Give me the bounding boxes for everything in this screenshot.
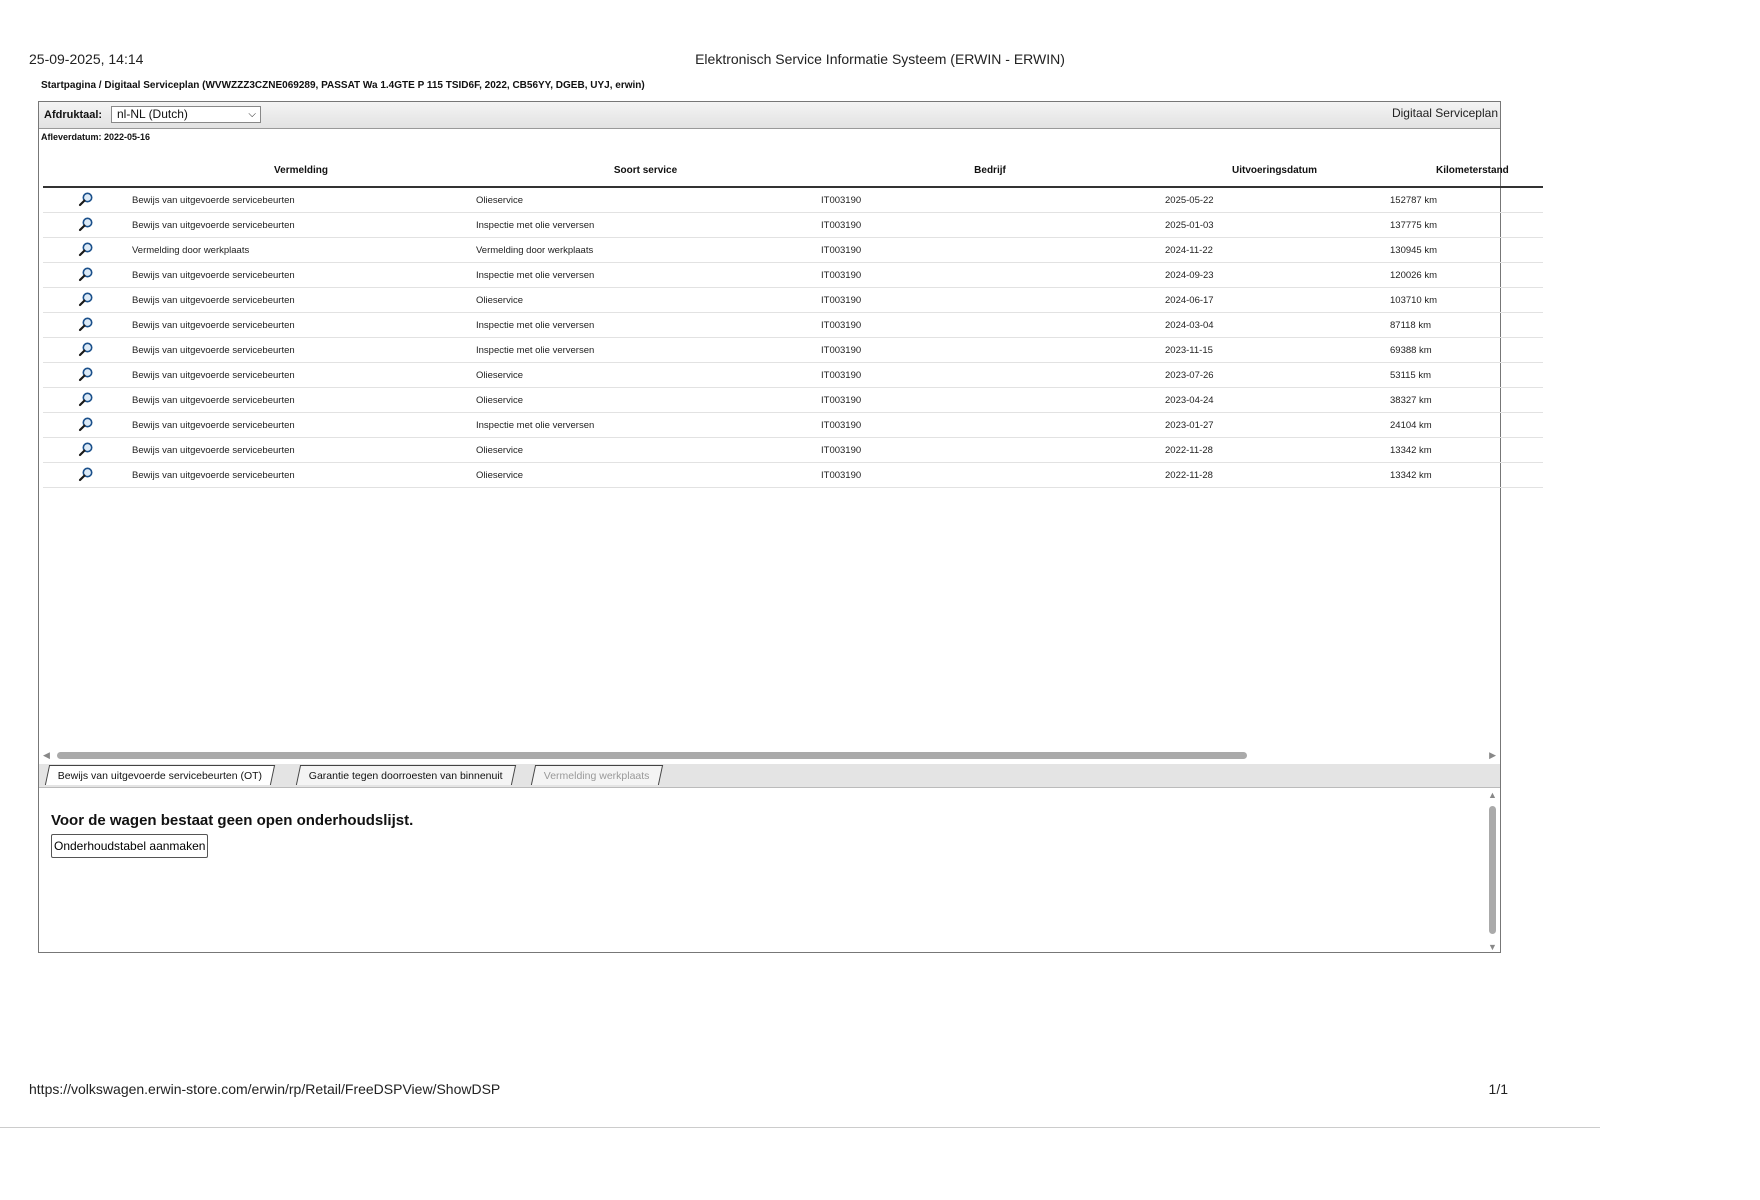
magnifier-icon[interactable]: [78, 241, 94, 257]
table-row[interactable]: [43, 388, 1543, 413]
cell-bedrijf: IT003190: [818, 388, 1162, 413]
cell-kilometerstand: 130945 km: [1387, 238, 1543, 263]
cell-bedrijf: IT003190: [818, 263, 1162, 288]
tab-label: Garantie tegen doorroesten van binnenuit: [308, 770, 503, 782]
table-row[interactable]: [43, 363, 1543, 388]
column-header-bedrijf[interactable]: Bedrijf: [818, 154, 1162, 187]
language-label: Afdruktaal:: [44, 109, 103, 121]
magnifier-icon[interactable]: [78, 266, 94, 282]
language-select-value: nl-NL (Dutch): [117, 107, 188, 121]
service-table-wrap: [43, 154, 1543, 488]
table-row[interactable]: [43, 438, 1543, 463]
cell-kilometerstand: 53115 km: [1387, 363, 1543, 388]
row-detail-cell: [43, 213, 129, 238]
cell-uitvoeringsdatum: 2024-11-22: [1162, 238, 1387, 263]
cell-soort-service: Olieservice: [473, 288, 818, 313]
print-header-datetime: 25-09-2025, 14:14: [29, 51, 144, 67]
tab-bar: [39, 764, 1500, 788]
cell-uitvoeringsdatum: 2023-01-27: [1162, 413, 1387, 438]
tab-vermelding-werkplaats[interactable]: [531, 765, 663, 785]
cell-vermelding: Bewijs van uitgevoerde servicebeurten: [129, 388, 473, 413]
magnifier-icon[interactable]: [78, 416, 94, 432]
cell-bedrijf: IT003190: [818, 438, 1162, 463]
cell-vermelding: Bewijs van uitgevoerde servicebeurten: [129, 413, 473, 438]
table-row[interactable]: [43, 413, 1543, 438]
cell-uitvoeringsdatum: 2025-01-03: [1162, 213, 1387, 238]
cell-vermelding: Bewijs van uitgevoerde servicebeurten: [129, 187, 473, 213]
cell-soort-service: Inspectie met olie verversen: [473, 413, 818, 438]
tab-garantie-doorroesten[interactable]: [296, 765, 516, 785]
cell-soort-service: Vermelding door werkplaats: [473, 238, 818, 263]
cell-vermelding: Bewijs van uitgevoerde servicebeurten: [129, 463, 473, 488]
cell-bedrijf: IT003190: [818, 288, 1162, 313]
column-header-vermelding[interactable]: Vermelding: [129, 154, 473, 187]
cell-soort-service: Olieservice: [473, 463, 818, 488]
magnifier-icon[interactable]: [78, 316, 94, 332]
cell-kilometerstand: 103710 km: [1387, 288, 1543, 313]
cell-kilometerstand: 137775 km: [1387, 213, 1543, 238]
cell-bedrijf: IT003190: [818, 413, 1162, 438]
cell-uitvoeringsdatum: 2024-09-23: [1162, 263, 1387, 288]
magnifier-icon[interactable]: [78, 216, 94, 232]
table-header-row: [43, 154, 1543, 187]
cell-soort-service: Olieservice: [473, 363, 818, 388]
tab-label: Vermelding werkplaats: [543, 770, 650, 782]
cell-kilometerstand: 69388 km: [1387, 338, 1543, 363]
magnifier-icon[interactable]: [78, 191, 94, 207]
row-detail-cell: [43, 238, 129, 263]
vertical-scrollbar[interactable]: [1486, 788, 1500, 954]
cell-kilometerstand: 13342 km: [1387, 463, 1543, 488]
magnifier-icon[interactable]: [78, 366, 94, 382]
cell-kilometerstand: 152787 km: [1387, 187, 1543, 213]
magnifier-icon[interactable]: [78, 441, 94, 457]
column-header-kilometerstand[interactable]: Kilometerstand: [1387, 154, 1543, 187]
row-detail-cell: [43, 263, 129, 288]
column-header-icon: [43, 154, 129, 187]
column-header-soort-service[interactable]: Soort service: [473, 154, 818, 187]
table-row[interactable]: [43, 463, 1543, 488]
cell-uitvoeringsdatum: 2022-11-28: [1162, 438, 1387, 463]
cell-bedrijf: IT003190: [818, 238, 1162, 263]
table-row[interactable]: [43, 313, 1543, 338]
cell-bedrijf: IT003190: [818, 363, 1162, 388]
maintenance-area: [39, 788, 1500, 954]
cell-soort-service: Inspectie met olie verversen: [473, 313, 818, 338]
cell-uitvoeringsdatum: 2023-07-26: [1162, 363, 1387, 388]
print-header-title: Elektronisch Service Informatie Systeem (ERWIN - ERWIN): [695, 51, 1065, 67]
cell-kilometerstand: 38327 km: [1387, 388, 1543, 413]
cell-uitvoeringsdatum: 2024-06-17: [1162, 288, 1387, 313]
no-maintenance-list-message: Voor de wagen bestaat geen open onderhoudslijst.: [51, 812, 414, 829]
row-detail-cell: [43, 288, 129, 313]
cell-vermelding: Bewijs van uitgevoerde servicebeurten: [129, 438, 473, 463]
service-plan-panel: [38, 101, 1509, 953]
cell-bedrijf: IT003190: [818, 213, 1162, 238]
delivery-date: Afleverdatum: 2022-05-16: [41, 132, 151, 142]
scroll-down-arrow-icon[interactable]: ▼: [1488, 942, 1497, 952]
service-history-table: [43, 154, 1543, 488]
table-row[interactable]: [43, 288, 1543, 313]
row-detail-cell: [43, 438, 129, 463]
row-detail-cell: [43, 363, 129, 388]
cell-kilometerstand: 24104 km: [1387, 413, 1543, 438]
column-header-uitvoeringsdatum[interactable]: Uitvoeringsdatum: [1162, 154, 1387, 187]
magnifier-icon[interactable]: [78, 291, 94, 307]
table-row[interactable]: [43, 213, 1543, 238]
cell-vermelding: Bewijs van uitgevoerde servicebeurten: [129, 213, 473, 238]
table-row[interactable]: [43, 263, 1543, 288]
cell-bedrijf: IT003190: [818, 338, 1162, 363]
magnifier-icon[interactable]: [78, 391, 94, 407]
tab-bewijs-servicebeurten[interactable]: [45, 765, 276, 785]
print-footer-url: https://volkswagen.erwin-store.com/erwin/rp/Retail/FreeDSPView/ShowDSP: [29, 1081, 501, 1097]
create-maintenance-table-button[interactable]: Onderhoudstabel aanmaken: [51, 834, 208, 858]
cell-soort-service: Olieservice: [473, 438, 818, 463]
tab-label: Bewijs van uitgevoerde servicebeurten (OT): [57, 770, 263, 782]
scroll-up-arrow-icon[interactable]: ▲: [1488, 790, 1497, 800]
cell-vermelding: Bewijs van uitgevoerde servicebeurten: [129, 363, 473, 388]
cell-soort-service: Olieservice: [473, 388, 818, 413]
cell-bedrijf: IT003190: [818, 187, 1162, 213]
horizontal-scroll-thumb[interactable]: [57, 752, 1247, 759]
cell-vermelding: Bewijs van uitgevoerde servicebeurten: [129, 313, 473, 338]
chevron-down-icon: ⌵: [248, 109, 256, 120]
row-detail-cell: [43, 313, 129, 338]
cell-uitvoeringsdatum: 2024-03-04: [1162, 313, 1387, 338]
row-detail-cell: [43, 413, 129, 438]
horizontal-scrollbar[interactable]: [39, 750, 1500, 764]
vertical-scroll-thumb[interactable]: [1489, 806, 1496, 934]
row-detail-cell: [43, 388, 129, 413]
cell-vermelding: Bewijs van uitgevoerde servicebeurten: [129, 338, 473, 363]
page-divider: [0, 1127, 1600, 1128]
language-select[interactable]: [111, 106, 261, 123]
table-row[interactable]: [43, 338, 1543, 363]
row-detail-cell: [43, 463, 129, 488]
magnifier-icon[interactable]: [78, 341, 94, 357]
panel-title: Digitaal Serviceplan: [1391, 106, 1498, 120]
cell-vermelding: Bewijs van uitgevoerde servicebeurten: [129, 263, 473, 288]
row-detail-cell: [43, 338, 129, 363]
cell-bedrijf: IT003190: [818, 313, 1162, 338]
cell-kilometerstand: 13342 km: [1387, 438, 1543, 463]
row-detail-cell: [43, 187, 129, 213]
cell-bedrijf: IT003190: [818, 463, 1162, 488]
cell-soort-service: Olieservice: [473, 187, 818, 213]
cell-uitvoeringsdatum: 2025-05-22: [1162, 187, 1387, 213]
cell-soort-service: Inspectie met olie verversen: [473, 213, 818, 238]
scroll-left-arrow-icon[interactable]: ◀: [43, 750, 50, 760]
cell-uitvoeringsdatum: 2022-11-28: [1162, 463, 1387, 488]
cell-uitvoeringsdatum: 2023-04-24: [1162, 388, 1387, 413]
toolbar: [39, 102, 1500, 129]
print-footer-page: 1/1: [1488, 1081, 1508, 1097]
cell-kilometerstand: 87118 km: [1387, 313, 1543, 338]
table-row[interactable]: [43, 238, 1543, 263]
cell-vermelding: Vermelding door werkplaats: [129, 238, 473, 263]
cell-uitvoeringsdatum: 2023-11-15: [1162, 338, 1387, 363]
scroll-right-arrow-icon[interactable]: ▶: [1489, 750, 1496, 760]
cell-soort-service: Inspectie met olie verversen: [473, 263, 818, 288]
breadcrumb[interactable]: Startpagina / Digitaal Serviceplan (WVWZZZ3CZNE069289, PASSAT Wa 1.4GTE P 115 TSID6F, 2022, CB56YY, DGEB, UYJ, erwin): [41, 80, 645, 91]
magnifier-icon[interactable]: [78, 466, 94, 482]
cell-kilometerstand: 120026 km: [1387, 263, 1543, 288]
table-row[interactable]: [43, 187, 1543, 213]
cell-vermelding: Bewijs van uitgevoerde servicebeurten: [129, 288, 473, 313]
cell-soort-service: Inspectie met olie verversen: [473, 338, 818, 363]
